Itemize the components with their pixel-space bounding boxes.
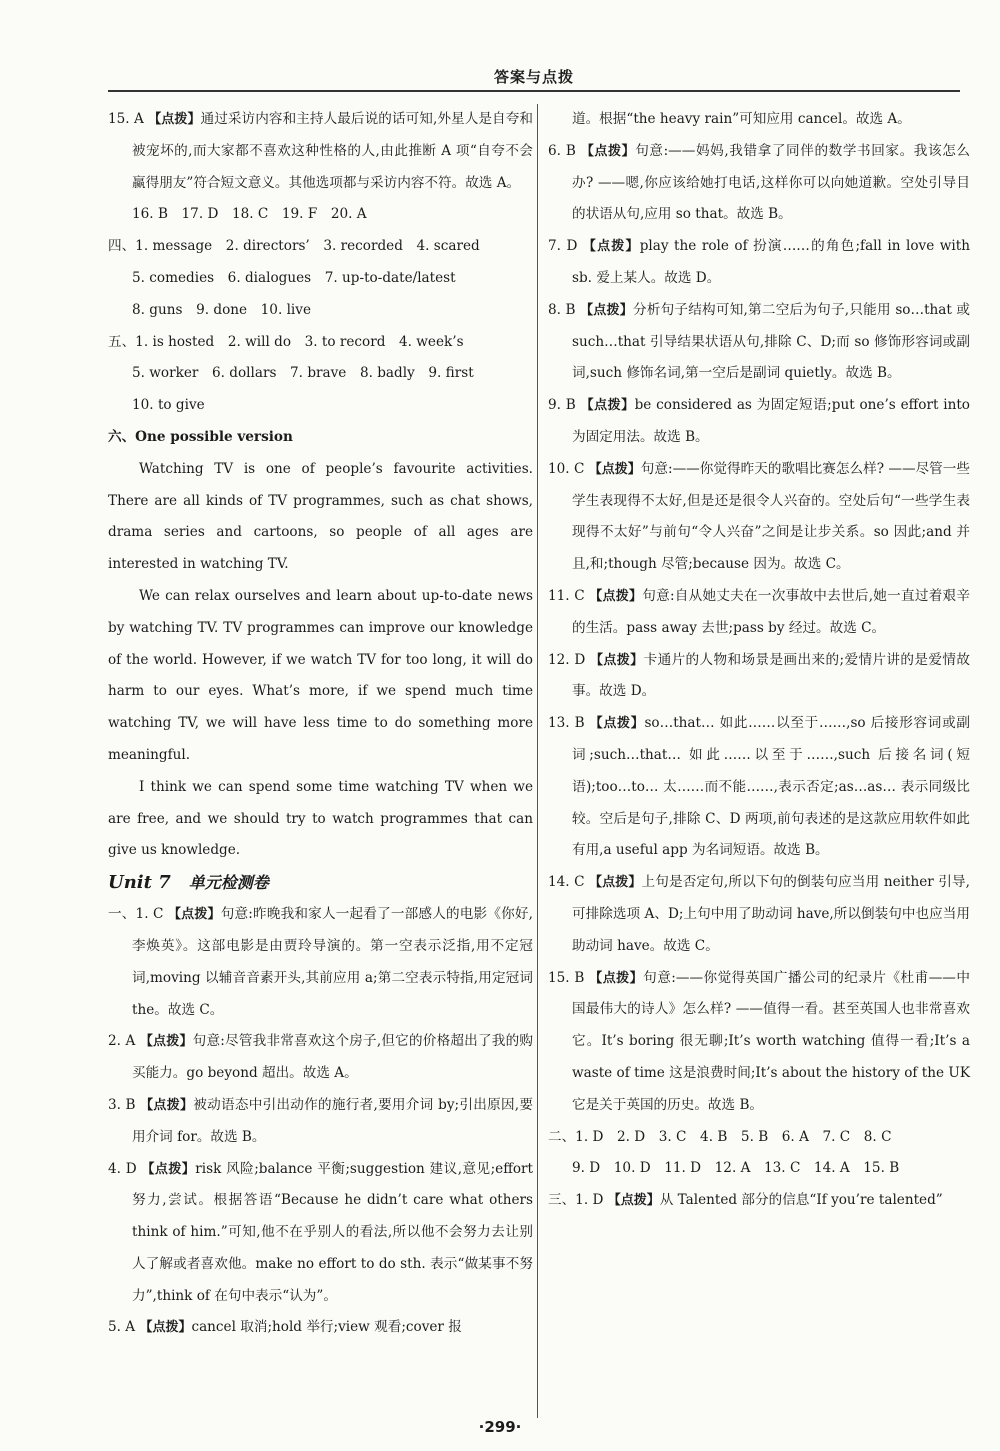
answer-item: 6. B 【点拨】句意:——妈妈,我错拿了同伴的数学书回家。我该怎么办? ——嗯,你应该给她打电话,这样你可以向她道歉。空处引导目的状语从句,应用 so that。故选 B。 — [548, 142, 970, 223]
answer-item: 12. D 【点拨】卡通片的人物和场景是画出来的;爱情片讲的是爱情故事。故选 D。 — [548, 651, 970, 700]
unit-subtitle: 单元检测卷 — [188, 873, 269, 893]
answer-item: 二、1. D 2. D 3. C 4. B 5. B 6. A 7. C 8. C — [548, 1128, 892, 1145]
unit-heading — [108, 867, 533, 899]
hint-tag: 【点拨】 — [580, 143, 636, 159]
answer-item: 5. comedies 6. dialogues 7. up-to-date/latest — [132, 269, 456, 286]
answer-item: 15. A 【点拨】通过采访内容和主持人最后说的话可知,外星人是自夸和被宠坏的,而大家都不喜欢这种性格的人,由此推断 A 项“自夸不会赢得朋友”符合短文意义。其他选项都与采访内容不符。故选 A。 — [108, 111, 533, 191]
answer-item: 10. to give — [132, 397, 205, 414]
hint-tag: 【点拨】 — [140, 1097, 194, 1113]
answer-item: 8. B 【点拨】分析句子结构可知,第二空后为句子,只能用 so…that 或 such…that 引导结果状语从句,排除 C、D;而 so 修饰形容词或副词,such 修饰名词,第一空后是副词 quietly。故选 B。 — [548, 301, 970, 382]
answer-item: 道。根据“the heavy rain”可知应用 cancel。故选 A。 — [572, 111, 911, 127]
answer-item: 16. B 17. D 18. C 19. F 20. A — [132, 206, 367, 223]
answer-item: 13. B 【点拨】so…that… 如此……以至于……,so 后接形容词或副词;such…that… 如此……以至于……,such 后接名词(短语);too…to… 太……而不能……,表示否定;as…as… 表示同级比较。空后是句子,排除 C、D 两项,前句表述的是这款应用软件如此有用,a useful app 为名词短语。故选 B。 — [548, 715, 970, 859]
unit-title: Unit 7 — [108, 872, 171, 894]
answer-item: 10. C 【点拨】句意:——你觉得昨天的歌唱比赛怎么样? ——尽管一些学生表现得不太好,但是还是很令人兴奋的。空处后句“一些学生表现得不太好”与前句“令人兴奋”之间是让步关系。so 因此;and 并且,和;though 尽管;because 因为。故选 C。 — [548, 460, 970, 573]
hint-tag: 【点拨】 — [148, 112, 201, 127]
answer-item: 14. C 【点拨】上句是否定句,所以下句的倒装句应当用 neither 引导,可排除选项 A、D;上句中用了助动词 have,所以倒装句中也应当用助动词 have。故选 C。 — [548, 874, 970, 954]
hint-tag: 【点拨】 — [589, 652, 644, 668]
answer-item: 9. B 【点拨】be considered as 为固定短语;put one’s effort into 为固定用法。故选 B。 — [548, 397, 970, 445]
answer-item: 7. D 【点拨】play the role of 扮演……的角色;fall in love with sb. 爱上某人。故选 D。 — [548, 238, 970, 286]
answer-item: 4. D 【点拨】risk 风险;balance 平衡;suggestion 建议,意见;effort 努力,尝试。根据答语“Because he didn’t care what others think of him.”可知,他不在乎别人的看法,所以他不会努力去让别人了解或者喜欢他。make no effort to do sth. 表示“做某事不努力”,think of 在句中表示“认为”。 — [108, 1160, 533, 1304]
answer-item: 9. D 10. D 11. D 12. A 13. C 14. A 15. B — [572, 1160, 900, 1177]
essay-paragraph: We can relax ourselves and learn about up-to-date news by watching TV. TV programmes can improve our knowledge of the world. However, if we watch TV for too long, it will do harm to our eyes. What’s more, if we spend much time watching TV, we will have less time to do something more meaningful. — [108, 587, 533, 763]
answer-item: 5. A 【点拨】cancel 取消;hold 举行;view 观看;cover 报 — [108, 1319, 462, 1336]
header-title: 答案与点拨 — [493, 68, 574, 86]
answer-item: 六、One possible version — [108, 428, 293, 445]
hint-tag: 【点拨】 — [167, 907, 221, 923]
hint-tag: 【点拨】 — [589, 588, 643, 604]
answer-item: 三、1. D 【点拨】从 Talented 部分的信息“If you’re talented” — [548, 1192, 943, 1209]
essay-paragraph: Watching TV is one of people’s favourite activities. There are all kinds of TV programmes, such as chat shows, drama series and cartoons, so people of all ages are interested in watching TV. — [108, 460, 533, 573]
essay-paragraph: I think we can spend some time watching TV when we are free, and we should try to watch programmes that can give us knowledge. — [108, 778, 533, 859]
left-column — [108, 104, 533, 1344]
answer-item: 五、1. is hosted 2. will do 3. to record 4. week’s — [108, 333, 464, 350]
hint-tag: 【点拨】 — [580, 302, 633, 318]
column-divider — [537, 104, 538, 1418]
hint-tag: 【点拨】 — [589, 716, 645, 732]
hint-tag: 【点拨】 — [589, 970, 644, 986]
hint-tag: 【点拨】 — [139, 1034, 193, 1050]
answer-item: 四、1. message 2. directors’ 3. recorded 4. scared — [108, 238, 480, 255]
answer-item: 11. C 【点拨】句意:自从她丈夫在一次事故中去世后,她一直过着艰辛的生活。pass away 去世;pass by 经过。故选 C。 — [548, 587, 970, 636]
hint-tag: 【点拨】 — [139, 1320, 192, 1336]
answer-item: 8. guns 9. done 10. live — [132, 301, 312, 318]
answer-item: 15. B 【点拨】句意:——你觉得英国广播公司的纪录片《杜甫——中国最伟大的诗人》怎么样? ——值得一看。甚至英国人也非常喜欢它。It’s boring 很无聊;It’s worth watching 值得一看;It’s a waste of time 这是浪费时间;It’s about the history of the UK 它是关于英国的历史。故选 B。 — [548, 969, 970, 1113]
page-header — [108, 62, 960, 92]
hint-tag: 【点拨】 — [582, 239, 640, 255]
right-column — [548, 104, 970, 1217]
hint-tag: 【点拨】 — [607, 1193, 660, 1209]
answer-item: 5. worker 6. dollars 7. brave 8. badly 9. first — [132, 365, 474, 382]
answer-item: 2. A 【点拨】句意:尽管我非常喜欢这个房子,但它的价格超出了我的购买能力。go beyond 超出。故选 A。 — [108, 1033, 533, 1082]
page-number: ·299· — [478, 1418, 522, 1436]
answer-item: 3. B 【点拨】被动语态中引出动作的施行者,要用介词 by;引出原因,要用介词 for。故选 B。 — [108, 1096, 533, 1145]
answer-item: 一、1. C 【点拨】句意:昨晚我和家人一起看了一部感人的电影《你好,李焕英》。这部电影是由贾玲导演的。第一空表示泛指,用不定冠词,moving 以辅音音素开头,其前应用 a;第二空表示特指,用定冠词 the。故选 C。 — [108, 906, 533, 1018]
hint-tag: 【点拨】 — [588, 875, 642, 891]
hint-tag: 【点拨】 — [588, 461, 641, 477]
hint-tag: 【点拨】 — [580, 398, 635, 414]
hint-tag: 【点拨】 — [141, 1161, 196, 1177]
